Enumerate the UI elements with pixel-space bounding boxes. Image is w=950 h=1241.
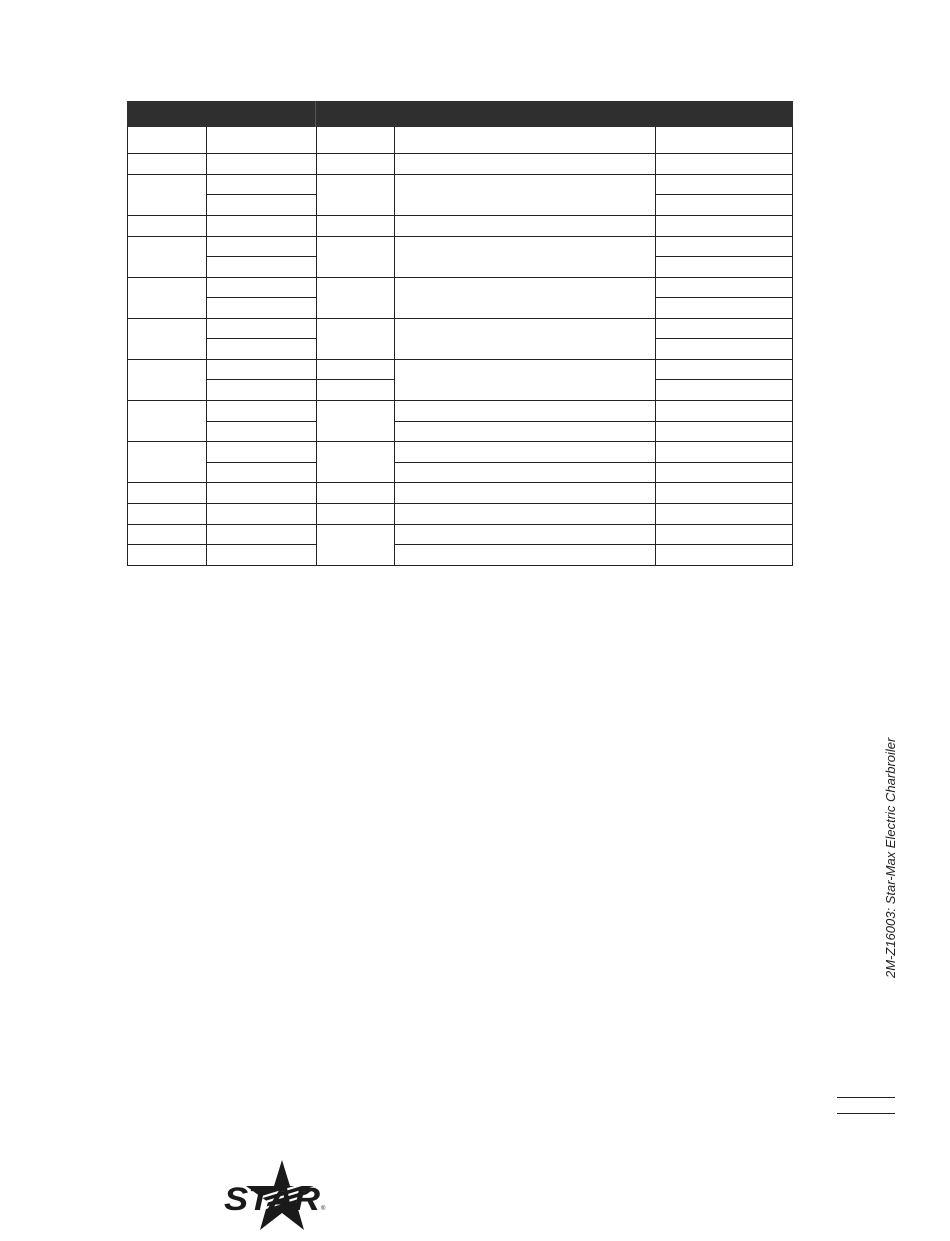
table-row-border [206,462,316,463]
star-logo-registered-mark: ® [321,1206,326,1212]
table-column-border [316,127,317,565]
star-logo-text: STAR [224,1181,320,1217]
table-row-border [128,153,792,154]
table-column-border [655,127,656,565]
table-row-border [128,359,792,360]
table-row-border [655,338,792,339]
table-row-border [128,441,792,442]
table-row-border [206,338,316,339]
table-row-border [128,277,792,278]
table-row-border [206,379,394,380]
parts-table [127,101,793,566]
table-row-border [394,421,792,422]
table-column-border [206,127,207,565]
table-row-border [128,524,792,525]
header-divider [315,101,316,127]
table-row-border [394,544,792,545]
table-column-border [394,127,395,565]
table-row-border [128,236,792,237]
table-row-border [128,503,792,504]
table-row-border [128,318,792,319]
page-rule-bottom [837,1113,895,1114]
table-row-border [655,297,792,298]
table-row-border [655,379,792,380]
table-row-border [206,256,316,257]
table-row-border [128,544,316,545]
star-logo [220,1158,330,1240]
page-rule-top [837,1097,895,1098]
table-row-border [128,482,792,483]
table-row-border [206,297,316,298]
document-title-vertical: 2M-Z16003: Star-Max Electric Charbroiler [883,737,898,978]
table-row-border [128,215,792,216]
table-row-border [655,256,792,257]
table-header [127,101,793,127]
table-row-border [655,194,792,195]
table-row-border [128,400,792,401]
table-row-border [206,194,316,195]
table-row-border [128,174,792,175]
table-row-border [206,421,316,422]
table-body [127,127,793,566]
table-row-border [394,462,792,463]
